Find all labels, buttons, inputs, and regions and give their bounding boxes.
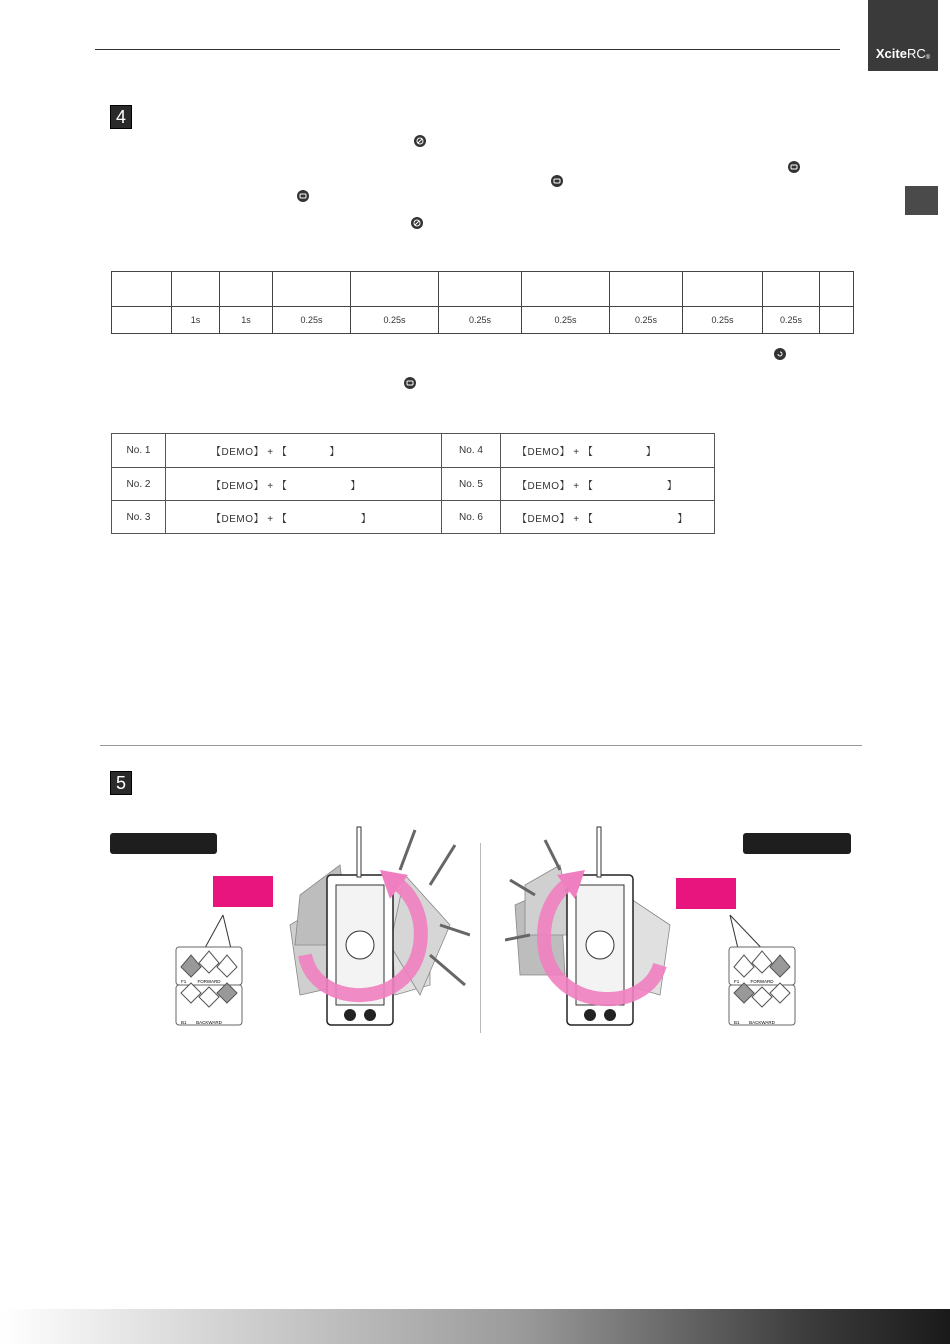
svg-text:BACKWARD: BACKWARD [749,1020,775,1025]
svg-text:BACKWARD: BACKWARD [196,1020,222,1025]
table-row: No. 2 【DEMO】 + 【 】 No. 5 【DEMO】 + 【 】 [112,468,715,501]
left-turn-label [110,833,217,854]
section-divider [100,745,862,746]
svg-text:F1: F1 [181,979,187,984]
svg-text:B1: B1 [734,1020,740,1025]
right-turn-label [743,833,851,854]
timing-header-row [112,272,854,307]
svg-text:F1: F1 [734,979,740,984]
side-tab [905,186,938,215]
controller-pad-right-icon [728,905,798,1028]
illustration-divider [480,843,481,1033]
demo-button-icon [551,175,563,187]
tank-rotate-left-illustration [505,825,695,1030]
footer-gradient-bar [0,1309,950,1344]
table-row: No. 3 【DEMO】 + 【 】 No. 6 【DEMO】 + 【 】 [112,501,715,534]
demo-button-icon [788,161,800,173]
demo-button-icon [297,190,309,202]
header-rule [95,49,840,50]
timing-table [111,271,854,334]
svg-text:FORWARD: FORWARD [750,979,774,984]
table-row: No. 1 【DEMO】 + 【 】 No. 4 【DEMO】 + 【 】 [112,434,715,468]
section-number-5: 5 [110,771,132,795]
reset-button-icon [774,348,786,360]
no-entry-button-icon [411,217,423,229]
demo-table [111,433,715,534]
svg-text:FORWARD: FORWARD [197,979,221,984]
timing-value-row: 1s 1s 0.25s 0.25s 0.25s 0.25s 0.25s 0.25s 0.25s [112,307,854,334]
demo-button-icon [404,377,416,389]
brand-logo: Xcite RC $_®$ [868,0,938,71]
tank-rotate-right-illustration [280,825,470,1030]
controller-pad-left-icon [175,905,245,1028]
no-entry-button-icon [414,135,426,147]
section-number-4: 4 [110,105,132,129]
svg-text:B1: B1 [181,1020,187,1025]
accent-label-left [213,876,273,907]
